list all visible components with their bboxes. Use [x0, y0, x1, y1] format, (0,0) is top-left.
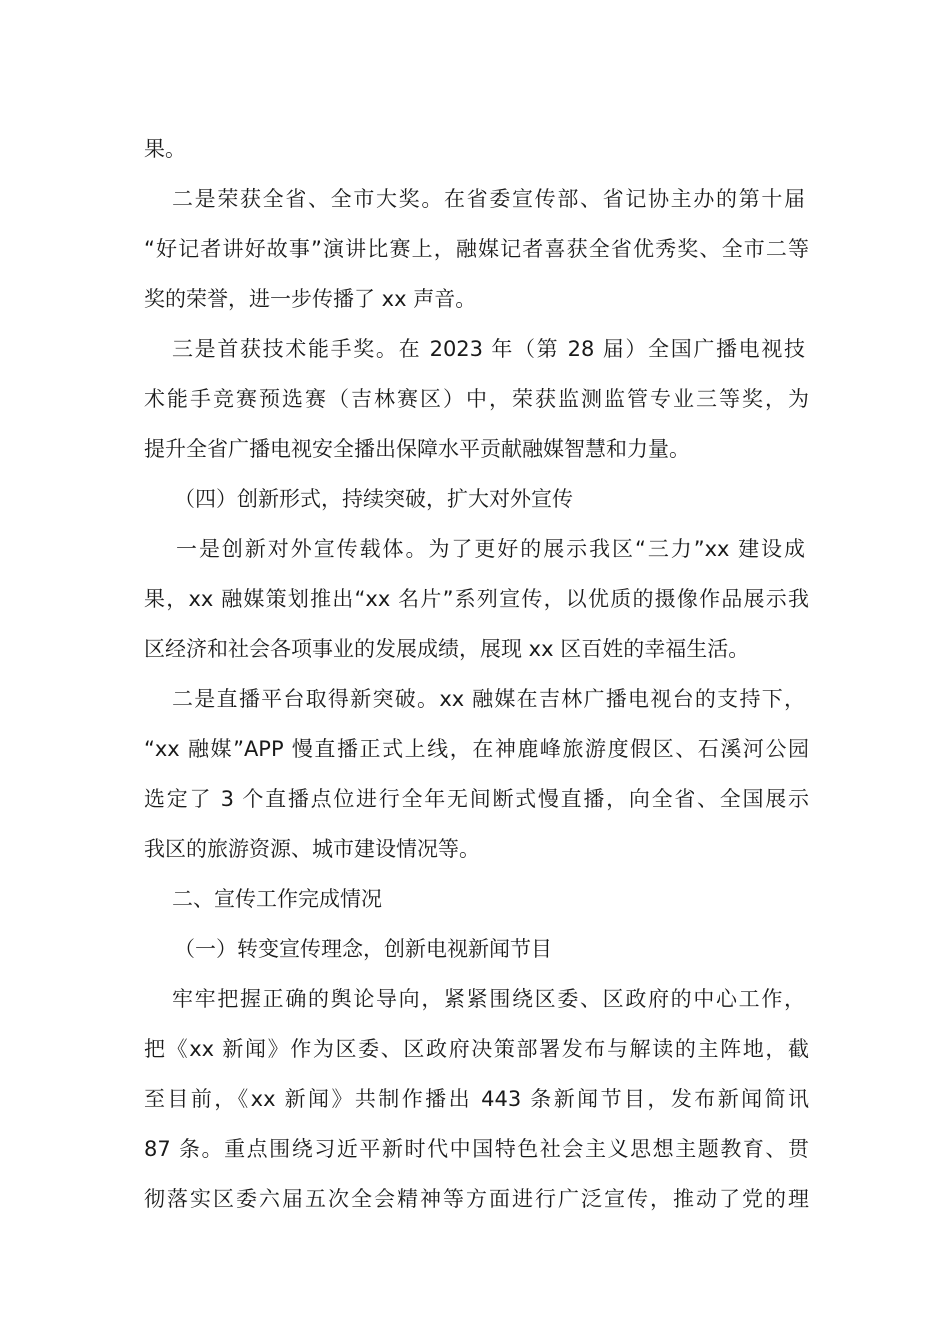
- paragraph-award-line-1: 二是荣获全省、全市大奖。在省委宣传部、省记协主办的第十届: [172, 187, 805, 211]
- section-heading-four: （四）创新形式，持续突破，扩大对外宣传: [174, 487, 573, 511]
- paragraph-news-line-1: 牢牢把握正确的舆论导向，紧紧围绕区委、区政府的中心工作，: [172, 987, 805, 1011]
- paragraph-external-line-2: 果，xx 融媒策划推出“xx 名片”系列宣传，以优质的摄像作品展示我: [144, 587, 809, 611]
- paragraph-tech-line-1: 三是首获技术能手奖。在 2023 年（第 28 届）全国广播电视技: [172, 337, 805, 361]
- text-line-continuation: 果。: [144, 137, 186, 161]
- section-heading-one: （一）转变宣传理念，创新电视新闻节目: [174, 937, 552, 961]
- paragraph-live-line-1: 二是直播平台取得新突破。xx 融媒在吉林广播电视台的支持下，: [172, 687, 805, 711]
- paragraph-live-line-3: 选定了 3 个直播点位进行全年无间断式慢直播，向全省、全国展示: [144, 787, 809, 811]
- section-heading-two: 二、宣传工作完成情况: [172, 887, 382, 911]
- paragraph-external-line-3: 区经济和社会各项事业的发展成绩，展现 xx 区百姓的幸福生活。: [144, 637, 750, 661]
- paragraph-news-line-5: 彻落实区委六届五次全会精神等方面进行广泛宣传，推动了党的理: [144, 1187, 809, 1211]
- paragraph-live-line-4: 我区的旅游资源、城市建设情况等。: [144, 837, 480, 861]
- paragraph-award-line-3: 奖的荣誉，进一步传播了 xx 声音。: [144, 287, 477, 311]
- paragraph-news-line-4: 87 条。重点围绕习近平新时代中国特色社会主义思想主题教育、贯: [144, 1137, 809, 1161]
- paragraph-external-line-1: 一是创新对外宣传载体。为了更好的展示我区“三力”xx 建设成: [176, 537, 805, 561]
- paragraph-tech-line-2: 术能手竞赛预选赛（吉林赛区）中，荣获监测监管专业三等奖，为: [144, 387, 809, 411]
- paragraph-news-line-3: 至目前，《xx 新闻》共制作播出 443 条新闻节目，发布新闻简讯: [144, 1087, 809, 1111]
- paragraph-tech-line-3: 提升全省广播电视安全播出保障水平贡献融媒智慧和力量。: [144, 437, 690, 461]
- paragraph-live-line-2: “xx 融媒”APP 慢直播正式上线，在神鹿峰旅游度假区、石溪河公园: [144, 737, 809, 761]
- paragraph-news-line-2: 把《xx 新闻》作为区委、区政府决策部署发布与解读的主阵地，截: [144, 1037, 809, 1061]
- paragraph-award-line-2: “好记者讲好故事”演讲比赛上，融媒记者喜获全省优秀奖、全市二等: [144, 237, 809, 261]
